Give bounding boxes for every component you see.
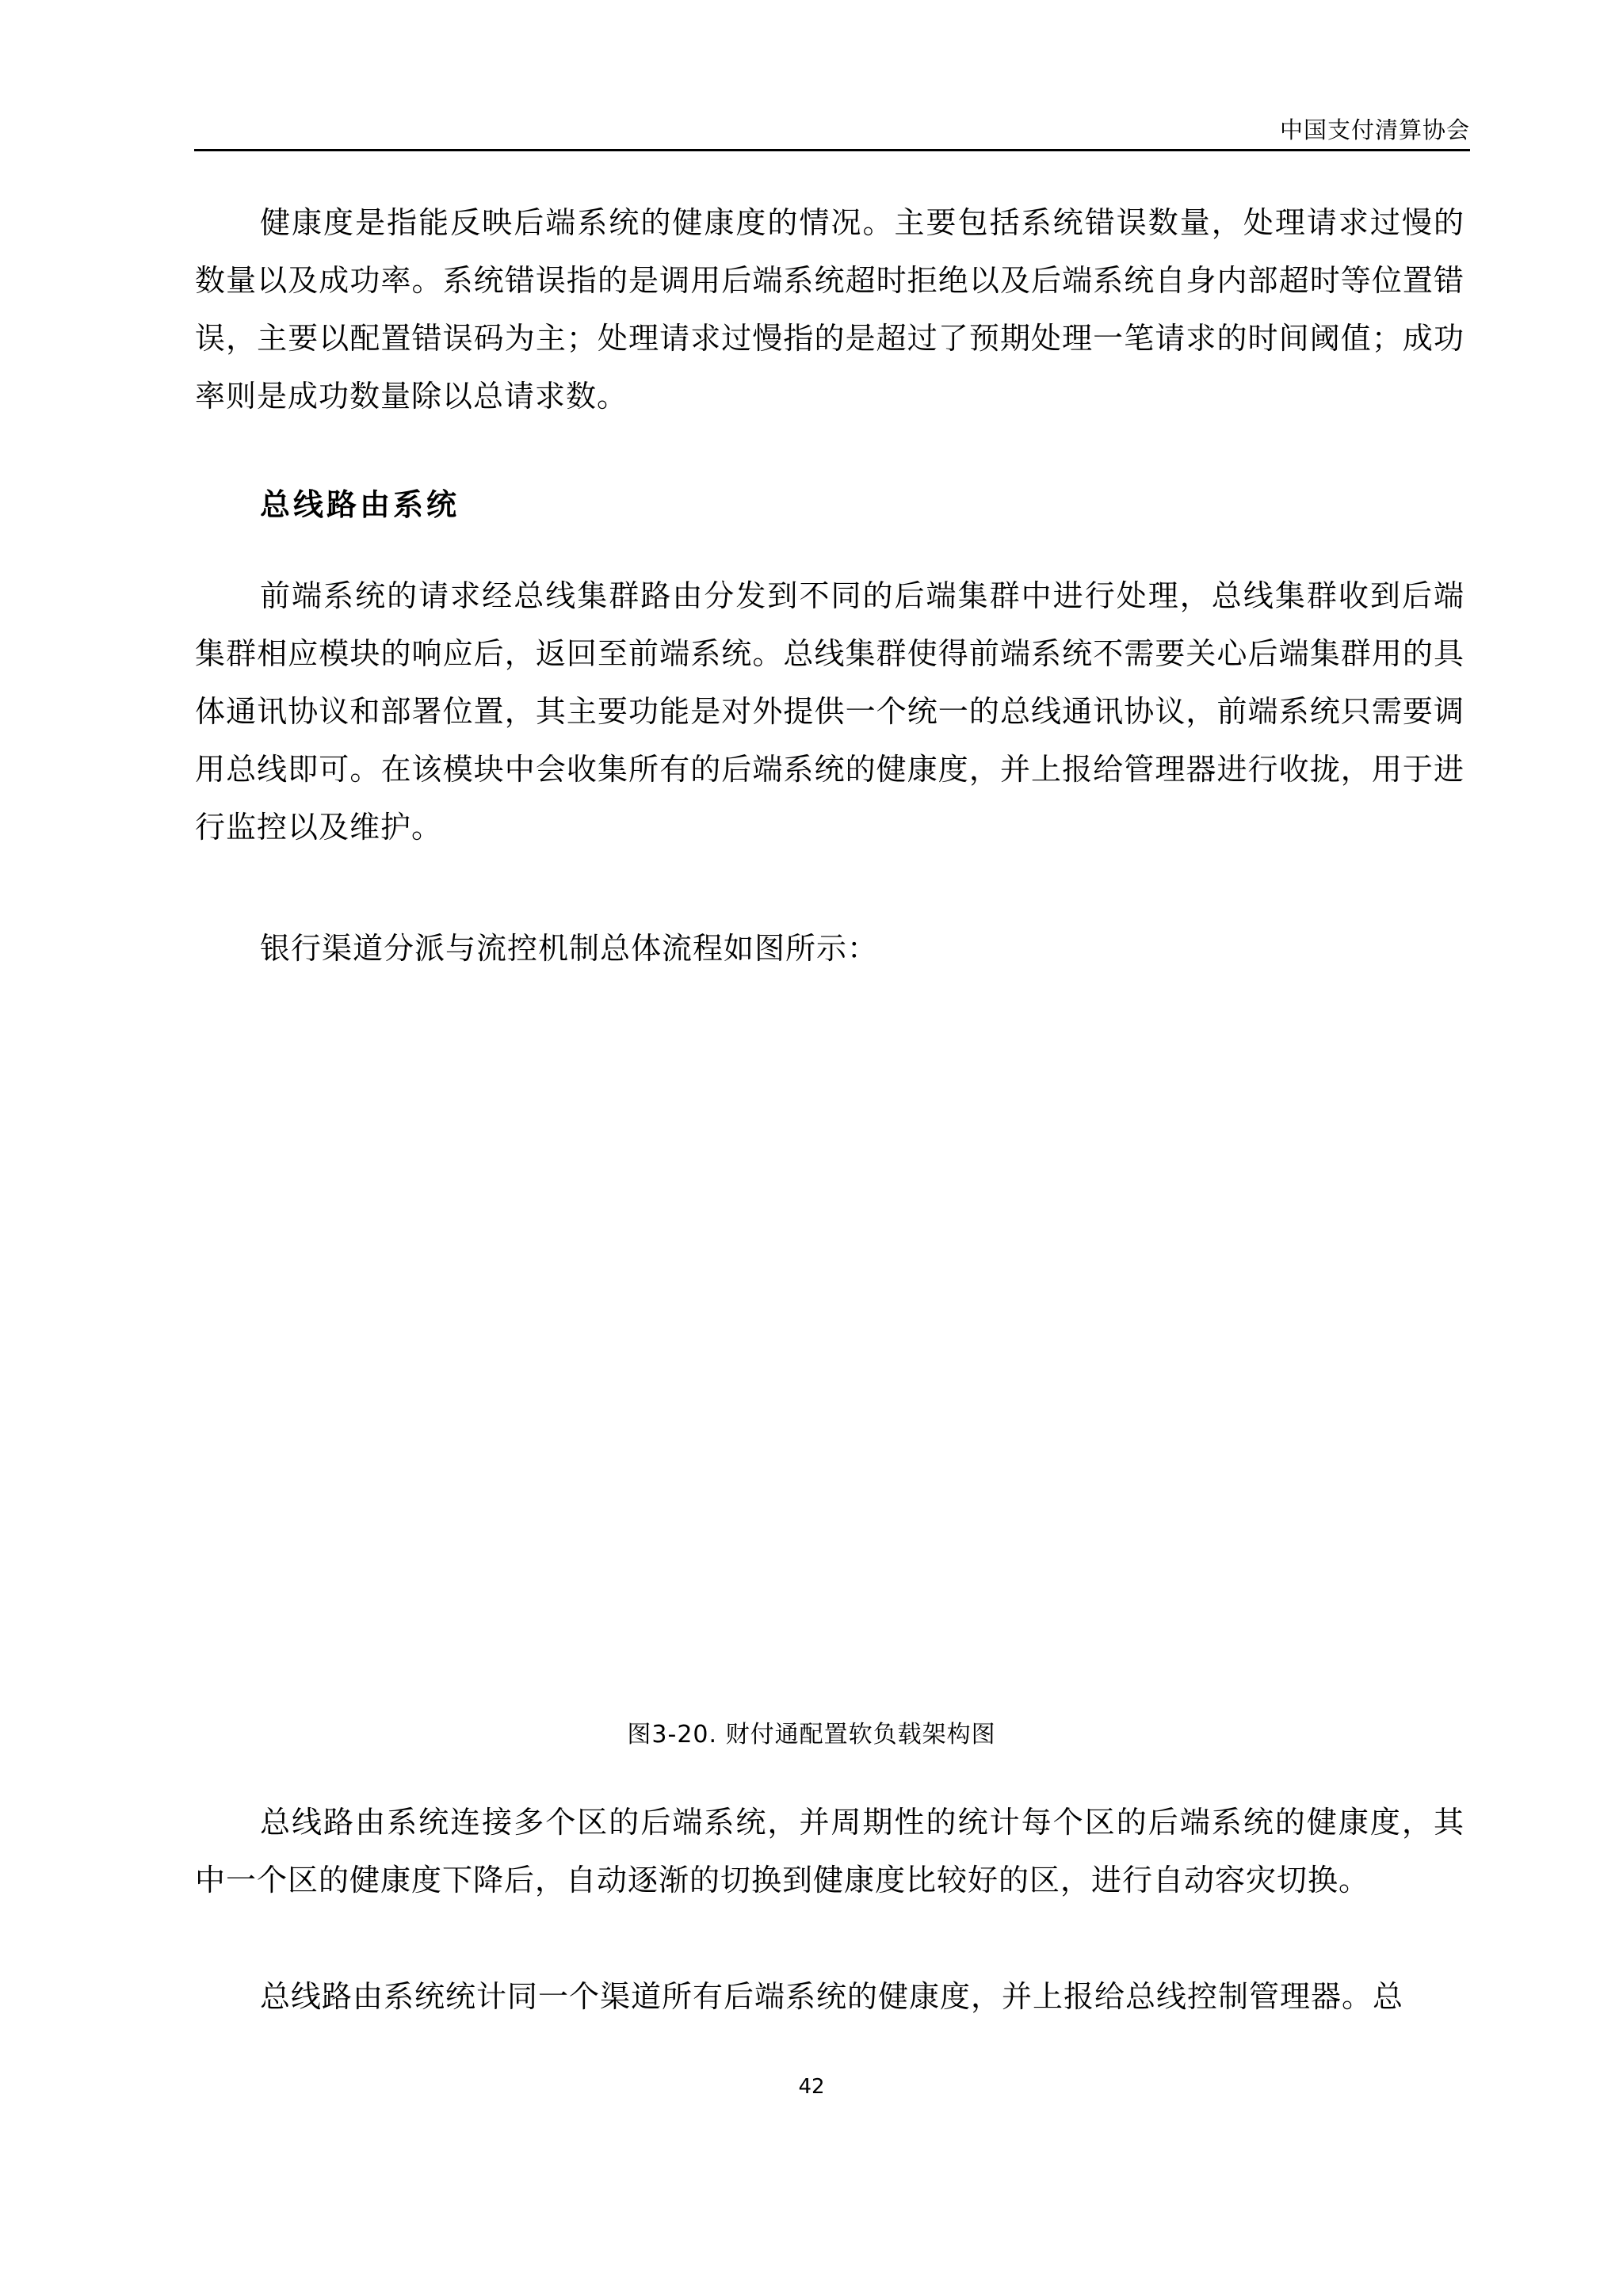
section-heading: 总线路由系统 [260,487,460,522]
paragraph-channel-health: 总线路由系统统计同一个渠道所有后端系统的健康度，并上报给总线控制管理器。总 [260,1979,1404,2014]
paragraph-bus-routing: 前端系统的请求经总线集群路由分发到不同的后端集群中进行处理，总线集群收到后端集群相应模块的响应后，返回至前端系统。总线集群使得前端系统不需要关心后端集群用的具体通讯协议和部署位置，其主要功能是对外提供一个统一的总线通讯协议，前端系统只需要调用总线即可。在该模块中会收集所有的后端系统的健康度，并上报给管理器进行收拢，用于进行监控以及维护。 [195,578,1465,845]
header-rule [194,149,1470,151]
paragraph-health-definition: 健康度是指能反映后端系统的健康度的情况。主要包括系统错误数量，处理请求过慢的数量以及成功率。系统错误指的是调用后端系统超时拒绝以及后端系统自身内部超时等位置错误，主要以配置错误码为主；处理请求过慢指的是超过了预期处理一笔请求的时间阈值；成功率则是成功数量除以总请求数。 [195,205,1465,414]
figure-placeholder [195,1002,1465,1699]
paragraph-figure-intro: 银行渠道分派与流控机制总体流程如图所示： [260,931,879,966]
page-number: 42 [798,2075,825,2099]
paragraph-disaster-switch: 总线路由系统连接多个区的后端系统，并周期性的统计每个区的后端系统的健康度，其中一个区的健康度下降后，自动逐渐的切换到健康度比较好的区，进行自动容灾切换。 [195,1805,1465,1897]
figure-caption: 图3-20. 财付通配置软负载架构图 [627,1721,996,1749]
header-organization: 中国支付清算协会 [1279,116,1470,143]
